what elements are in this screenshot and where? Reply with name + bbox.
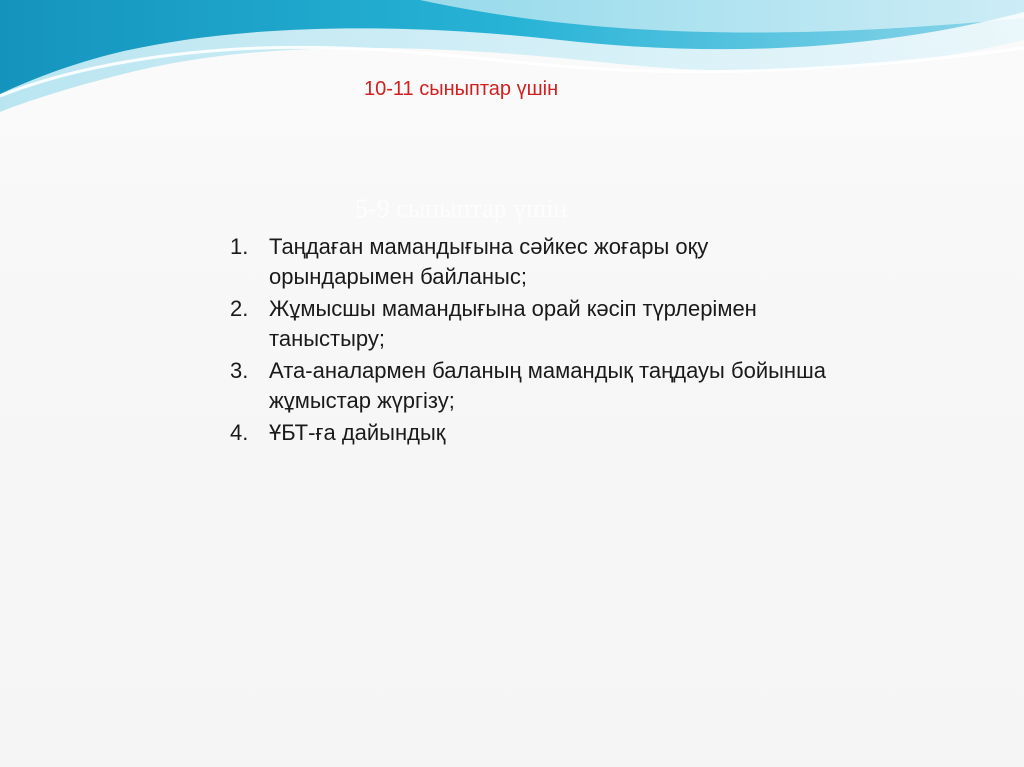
numbered-list <box>230 232 840 450</box>
list-item-text: Таңдаған мамандығына сәйкес жоғары оқу орындарымен байланыс; <box>269 234 709 289</box>
list-item-number: 3. <box>230 358 249 383</box>
list-item-number: 2. <box>230 296 249 321</box>
list-item <box>230 294 840 354</box>
list-item-text: Жұмысшы мамандығына орай кәсіп түрлерімен таныстыру; <box>269 296 757 351</box>
list-item <box>230 232 840 292</box>
slide-title: 10-11 сыныптар үшін <box>364 78 559 100</box>
header-wave-decoration <box>0 0 1024 120</box>
list-item-text: ҰБТ-ға дайындық <box>269 420 446 445</box>
list-item <box>230 418 840 448</box>
list-item <box>230 356 840 416</box>
faint-background-heading: 5-9 сыныптар үшін <box>355 194 568 223</box>
list-item-number: 1. <box>230 234 249 259</box>
list-item-number: 4. <box>230 420 249 445</box>
list-item-text: Ата-аналармен баланың мамандық таңдауы бойынша жұмыстар жүргізу; <box>269 358 826 413</box>
